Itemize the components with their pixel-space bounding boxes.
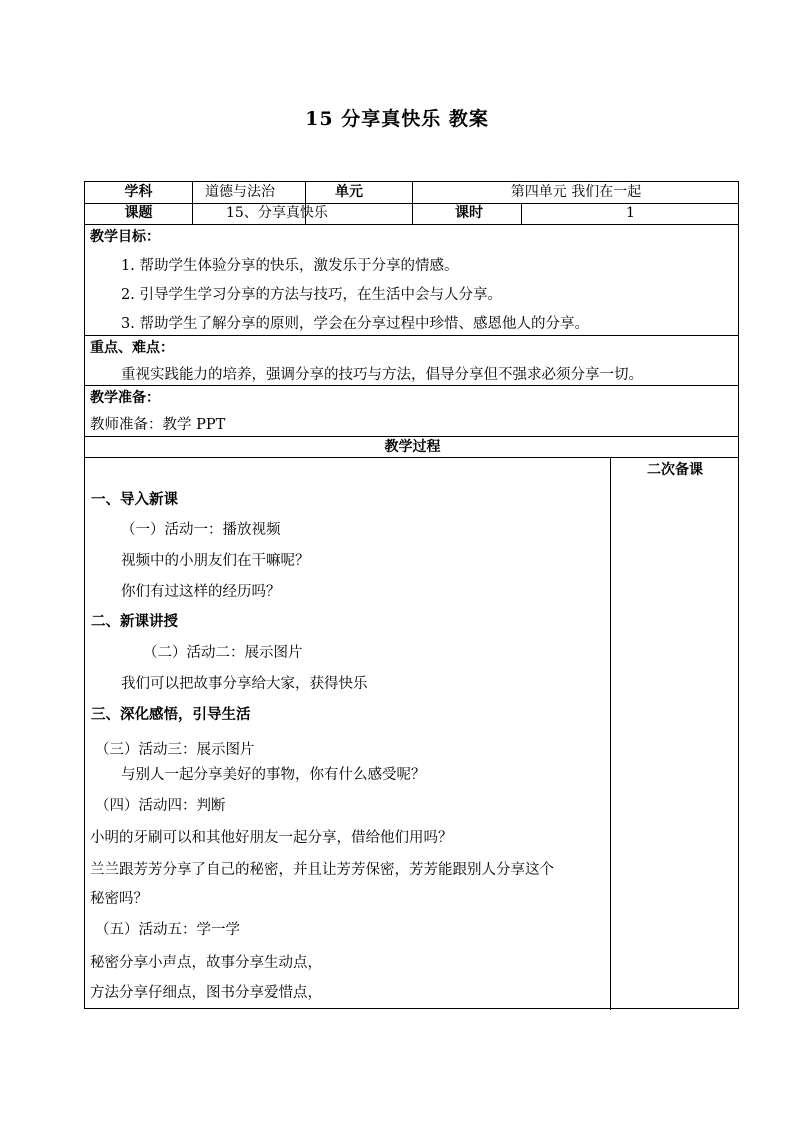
objective-item: 1. 帮助学生体验分享的快乐，激发乐于分享的情感。 — [121, 258, 459, 274]
process-text: 视频中的小朋友们在干嘛呢？ — [121, 553, 310, 569]
objectives-heading: 教学目标： — [90, 229, 160, 245]
lesson-plan-table — [84, 181, 739, 1009]
row-divider — [85, 457, 738, 458]
second-preparation-heading: 二次备课 — [647, 462, 703, 478]
section-heading: 一、导入新课 — [91, 491, 178, 508]
process-text: 你们有过这样的经历吗？ — [121, 584, 281, 600]
subject-label: 学科 — [124, 184, 153, 200]
activity-title: （二）活动二：展示图片 — [143, 645, 303, 661]
process-text: 秘密分享小声点，故事分享生动点， — [90, 955, 322, 971]
process-text: 兰兰跟芳芳分享了自己的秘密，并且让芳芳保密，芳芳能跟别人分享这个 — [90, 862, 554, 878]
activity-title: （一）活动一：播放视频 — [121, 522, 281, 538]
hours-value: 1 — [626, 205, 635, 221]
activity-title: （三）活动三：展示图片 — [95, 742, 255, 758]
objective-item: 3. 帮助学生了解分享的原则，学会在分享过程中珍惜、感恩他人的分享。 — [121, 316, 589, 332]
col-divider — [610, 457, 611, 1010]
key-points-text: 重视实践能力的培养，强调分享的技巧与方法，倡导分享但不强求必须分享一切。 — [121, 367, 643, 383]
lesson-value: 15、分享真快乐 — [226, 205, 328, 221]
activity-title: （四）活动四：判断 — [95, 798, 226, 814]
lesson-label: 课题 — [124, 205, 153, 221]
process-text: 秘密吗？ — [90, 891, 148, 907]
process-text: 我们可以把故事分享给大家，获得快乐 — [121, 676, 368, 692]
unit-label: 单元 — [335, 184, 363, 200]
document-title: 15 分享真快乐 教案 — [305, 108, 489, 130]
process-text: 小明的牙刷可以和其他好朋友一起分享，借给他们用吗？ — [90, 830, 453, 846]
preparation-heading: 教学准备： — [90, 390, 160, 406]
objective-item: 2. 引导学生学习分享的方法与技巧，在生活中会与人分享。 — [121, 287, 502, 303]
subject-value: 道德与法治 — [205, 184, 275, 200]
preparation-text: 教师准备：教学 PPT — [90, 417, 226, 433]
hours-label: 课时 — [455, 205, 483, 221]
process-heading: 教学过程 — [384, 439, 441, 455]
section-heading: 三、深化感悟，引导生活 — [91, 706, 251, 723]
col-divider — [192, 182, 193, 224]
process-text: 与别人一起分享美好的事物，你有什么感受呢？ — [121, 767, 426, 783]
section-heading: 二、新课讲授 — [91, 613, 178, 630]
row-divider — [85, 335, 738, 336]
process-text: 方法分享仔细点，图书分享爱惜点， — [90, 985, 322, 1001]
activity-title: （五）活动五：学一学 — [95, 922, 240, 938]
unit-value: 第四单元 我们在一起 — [510, 184, 642, 200]
row-divider — [85, 224, 738, 225]
key-points-heading: 重点、难点： — [90, 340, 174, 356]
